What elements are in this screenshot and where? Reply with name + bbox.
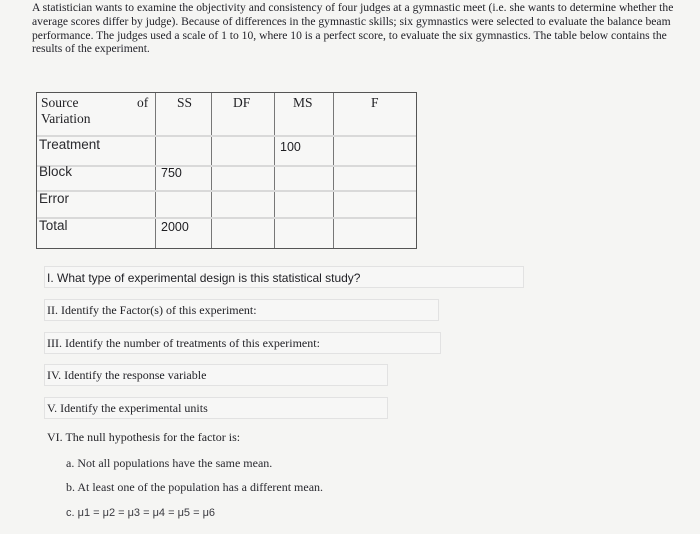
header-of: of [137, 95, 149, 110]
problem-statement: A statistician wants to examine the objectivity and consistency of four judges at a gymnastic meet (i.e. she wants to determine whether the average scores differ by judge). Because of differences in the gymnastic skills; six gymnastics were selected to evaluate the balance beam performance. The judges used a scale of 1 to 10, where 10 is a perfect score, to evaluate the six gymnastics. The table below contains the results of the experiment. [32, 1, 674, 56]
row-label-error: Error [39, 191, 69, 206]
row-divider [37, 190, 416, 192]
row-divider [37, 165, 416, 167]
option-c[interactable]: c. μ1 = μ2 = μ3 = μ4 = μ5 = μ6 [66, 507, 216, 519]
column-divider [211, 93, 212, 248]
column-divider [155, 93, 156, 248]
question-3: III. Identify the number of treatments of this experiment: [47, 336, 320, 350]
header-variation: Variation [41, 111, 91, 126]
header-df: DF [233, 95, 251, 110]
row-label-block: Block [39, 164, 73, 179]
column-divider [333, 93, 334, 248]
question-4: IV. Identify the response variable [47, 368, 207, 382]
question-6: VI. The null hypothesis for the factor is: [47, 430, 241, 444]
header-ms: MS [293, 95, 313, 110]
row-divider [37, 217, 416, 219]
question-1: I. What type of experimental design is this statistical study? [47, 271, 361, 285]
row-label-total: Total [39, 218, 68, 233]
option-a[interactable]: a. Not all populations have the same mean. [66, 456, 273, 470]
anova-table [36, 92, 417, 249]
header-f: F [371, 95, 379, 110]
column-divider [274, 93, 275, 248]
cell-total-ss: 2000 [161, 220, 189, 234]
option-b[interactable]: b. At least one of the population has a different mean. [66, 480, 324, 494]
cell-treatment-ms: 100 [280, 140, 301, 154]
header-source: Source [41, 95, 79, 110]
question-2: II. Identify the Factor(s) of this experiment: [47, 303, 257, 317]
question-5: V. Identify the experimental units [47, 401, 208, 415]
row-label-treatment: Treatment [39, 137, 101, 152]
header-ss: SS [177, 95, 193, 110]
cell-block-ss: 750 [161, 166, 182, 180]
